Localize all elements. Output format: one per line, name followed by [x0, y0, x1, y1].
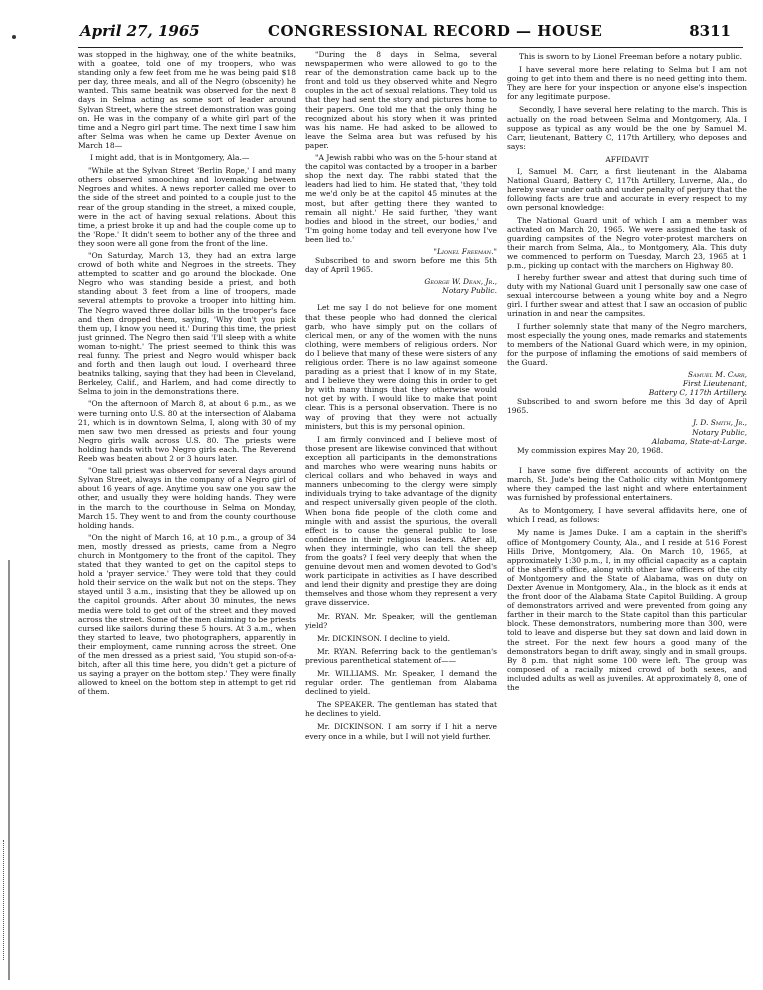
- notary-name: J. D. Smith, Jr.,: [693, 418, 747, 428]
- paragraph: "One tall priest was observed for several days around Sylvan Street, always in the company of a Negro girl of about 16 years of age. Anytime you saw one you saw the other, and usually they were holding hands. They were in the march to the courthouse in Selma on Monday, March 15. They went to and from the county courthouse holding hands.: [78, 466, 296, 530]
- paragraph: My name is James Duke. I am a captain in the sheriff's office of Montgomery County, Ala., and I reside at 516 Forest Hills Drive, Montgomery, Ala. On March 10, 1965, at approximately 1:30 p.m., I, in my official capacity as a captain of the sheriff's office, along with other law officers of the city of Montgomery and the State of Alabama, was on duty on Dexter Avenue in Montgomery, Ala., in the block as it ends at the front door of the Alabama State Capitol Building. A group of demonstrators arrived and were prevented from going any farther in their march to the State capitol than this particular block. These demonstrators, numbering more than 300, were told to leave and disperse but they sat down and laid down in the street. For the next few hours a good many of the demonstrators began to drift away, singly and in small groups. By 8 p.m. that night some 100 were left. The group was composed of a racially mixed crowd of both sexes, and included adults as well as juveniles. At approximately 8, one of the: [507, 528, 747, 692]
- paragraph: I hereby further swear and attest that during such time of duty with my National Guard unit I personally saw one case of sexual intercourse between a young white boy and a Negro girl. I further swear and attest that I saw an occasion of public urination in and near the campsites.: [507, 273, 747, 319]
- paragraph: I further solemnly state that many of the Negro marchers, most especially the young ones, made remarks and statements to members of the National Guard which were, in my opinion, for the purpose of inflaming the emotions of said members of the Guard.: [507, 321, 747, 367]
- paragraph: I have several more here relating to Selma but I am not going to get into them and there is no need getting into them. They are here for your inspection or anyone else's inspection for any legitimate purpose.: [507, 65, 747, 102]
- paragraph: "During the 8 days in Selma, several newspapermen who were allowed to go to the rear of the demonstration came back up to the front and told us they observed white and Negro couples in the act of sexual relations. They told us that they had sent the story and pictures home to their papers. One told me that the only thing he recognized about his story when it was printed was his name. He had asked to be allowed to leave the Selma area but was refused by his paper.: [305, 50, 497, 150]
- paragraph: Subscribed to and sworn before me this 3d day of April 1965.: [507, 397, 747, 416]
- paragraph: Secondly, I have several here relating to the march. This is actually on the road between Selma and Montgomery, Ala. I suppose as typical as any would be the one by Samuel M. Carr, lieutenant, Battery C, 117th Artillery, who deposes and says:: [507, 105, 747, 151]
- notary-name: George W. Dean, Jr.,: [424, 277, 497, 287]
- paragraph: I, Samuel M. Carr, a first lieutenant in the Alabama National Guard, Battery C, 117th Artillery, Luverne, Ala., do hereby swear under oath and under penalty of perjury that the following facts are true and accurate in every respect to my own personal knowledge:: [507, 167, 747, 213]
- paragraph: "While at the Sylvan Street 'Berlin Rope,' I and many others observed smooching and lovemaking between Negroes and whites. A news reporter called me over to the side of the street and pointed to a couple just to the rear of the group standing in the street, a mixed couple, were in the act of having sexual relations. About this time, a priest broke it up and had the couple come up to the 'Rope.' It didn't seem to bother any of the three and they soon were all gone from the front of the line.: [78, 166, 296, 248]
- paragraph: The SPEAKER. The gentleman has stated that he declines to yield.: [305, 700, 497, 719]
- header-date: April 27, 1965: [80, 22, 200, 40]
- paragraph: I am firmly convinced and I believe most of those present are likewise convinced that without exception all participants in the demonstrations and marches who were wearing nuns habits or clerical collars and who behaved in ways and manners unbecoming to the clergy were simply individuals trying to take advantage of the dignity and respect universally given people of the cloth. When bona fide people of the cloth come and mingle with and assist the spurious, the overall effect is to cause the general public to lose confidence in their religious leaders. After all, when they intermingle, who can tell the sheep from the goats? I feel very deeply that when the genuine devout men and women devoted to God's work participate in activities as I have described and lend their dignity and prestige they are doing themselves and those whom they represent a very grave disservice.: [305, 434, 497, 608]
- column-1: [78, 50, 296, 985]
- signature: "Lionel Freeman.": [433, 246, 497, 256]
- paragraph: Subscribed to and sworn before me this 5th day of April 1965.: [305, 256, 497, 275]
- notary-title: Notary Public,: [692, 427, 747, 437]
- paragraph: Mr. DICKINSON. I decline to yield.: [317, 633, 450, 643]
- signature: Samuel M. Carr,: [687, 370, 747, 379]
- paragraph: This is sworn to by Lionel Freeman before a notary public.: [519, 52, 743, 61]
- paragraph: Let me say I do not believe for one moment that these people who had donned the clerical garb, who have simply put on the collars of clerical men, or any of the women with the nuns clothing, were members of religious orders. Nor do I believe that many of these were sisters of any religious order. There is no law against someone parading as a priest that I know of in my State, and I believe they were doing this in order to get by with many things that they otherwise would not get by with. I would like to make that point clear. This is a personal observation. There is no way of proving that they were not actually ministers, but this is my personal opinion.: [305, 303, 497, 431]
- header-rule: [78, 47, 743, 48]
- paragraph: "On the night of March 16, at 10 p.m., a group of 34 men, mostly dressed as priests, came from a Negro church in Montgomery to the front of the capitol. They stated that they wanted to get on the capitol steps to hold a 'prayer service.' They were told that they could hold their service on the walk but not on the steps. They stayed until 3 a.m., insisting that they be allowed up on the capitol grounds. After about 30 minutes, the news media were told to get out of the street and they moved across the street. Some of the men claiming to be priests cursed like sailors during these 5 hours. At 3 a.m., when they started to leave, two photographers, apparently in their employment, came running across the street. One of the men dressed as a priest said, 'You stupid son-of-a-bitch, after all this time here, you didn't get a picture of us saying a prayer on the bottom step.' They were finally allowed to kneel on the bottom step in attempt to get rid of them.: [78, 532, 296, 697]
- paragraph: My commission expires May 20, 1968.: [517, 445, 664, 455]
- paragraph: was stopped in the highway, one of the white beatniks, with a goatee, told one of my troopers, who was standing only a few feet from me he was being paid $18 per day, three meals, and all of the Negro (obscenity) he wanted. This same beatnik was observed for the next 8 days in Selma acting as some sort of leader around Sylvan Street, where the street demonstration was going on. He was in the company of a white girl part of the time and a Negro girl part time. The next time I saw him after Selma was when he came up Dexter Avenue on March 18—: [78, 50, 296, 150]
- signature-title: First Lieutenant,: [682, 379, 747, 389]
- paragraph: Mr. RYAN. Referring back to the gentleman's previous parenthetical statement of——: [305, 646, 497, 665]
- header-page-number: 8311: [689, 22, 731, 40]
- paragraph: The National Guard unit of which I am a member was activated on March 20, 1965. We were assigned the task of guarding campsites of the Negro voter-protest marchers on their march from Selma, Ala., to Montgomery, Ala. This duty we commenced to perform on Tuesday, March 23, 1965 at 1 p.m., picking up contact with the marchers on Highway 80.: [507, 215, 747, 270]
- header-title: CONGRESSIONAL RECORD — HOUSE: [268, 22, 603, 40]
- page-header: [50, 22, 741, 50]
- affidavit-heading: AFFIDAVIT: [605, 154, 649, 164]
- paragraph: "On Saturday, March 13, they had an extra large crowd of both white and Negroes in the streets. They attempted to scatter and go around the blockade. One Negro who was standing beside a priest, and both standing about 3 feet from a line of troopers, made several attempts to provoke a trooper into hitting him. The Negro waved three dollar bills in the trooper's face and then dropped them, saying, 'Why don't you pick them up, I know you need it.' During this time, the priest just grinned. The Negro then said 'I'll sleep with a white woman to-night.' The priest seemed to think this was real funny. The priest and Negro would whisper back and forth and then laugh out loud. I overheard three beatniks talking, saying that they had been in Cleveland, Berkeley, Calif., and Harlem, and had come directly to Selma to join in the demonstrations there.: [78, 250, 296, 397]
- column-3: [507, 50, 747, 985]
- paragraph: "On the afternoon of March 8, at about 6 p.m., as we were turning onto U.S. 80 at the intersection of Alabama 21, which is in downtown Selma, I, along with 30 of my men saw two men dressed as priests and four young Negro girls walk across U.S. 80. The priests were holding hands with two Negro girls each. The Reverend Reeb was beaten about 2 or 3 hours later.: [78, 399, 296, 464]
- column-2: [305, 50, 497, 985]
- paragraph: As to Montgomery, I have several affidavits here, one of which I read, as follows:: [507, 506, 747, 525]
- paragraph: "A Jewish rabbi who was on the 5-hour stand at the capitol was contacted by a trooper in a barber shop the next day. The rabbi stated that the leaders had lied to him. He stated that, 'they told me we'd only be at the capitol 45 minutes at the most, but after getting there they wanted to remain all night.' He said further, 'they want bodies and blood in the street, our bodies,' and 'I'm going home today and tell everyone how I've been lied to.': [305, 153, 497, 244]
- margin-binding-dots: [3, 840, 9, 960]
- margin-dot: [12, 35, 16, 39]
- notary-state: Alabama, State-at-Large.: [651, 436, 747, 446]
- paragraph: Mr. RYAN. Mr. Speaker, will the gentleman yield?: [305, 611, 497, 630]
- paragraph: Mr. DICKINSON. I am sorry if I hit a nerve every once in a while, but I will not yield further.: [305, 722, 497, 741]
- paragraph: I might add, that is in Montgomery, Ala.—: [90, 153, 250, 163]
- notary-title: Notary Public.: [442, 286, 497, 296]
- paragraph: I have some five different accounts of activity on the march, St. Jude's being the Catholic city within Montgomery where they camped the last night and where entertainment was furnished by professional entertainers.: [507, 465, 747, 503]
- signature-unit: Battery C, 117th Artillery.: [648, 388, 747, 398]
- paragraph: Mr. WILLIAMS. Mr. Speaker, I demand the regular order. The gentleman from Alabama declined to yield.: [305, 669, 497, 697]
